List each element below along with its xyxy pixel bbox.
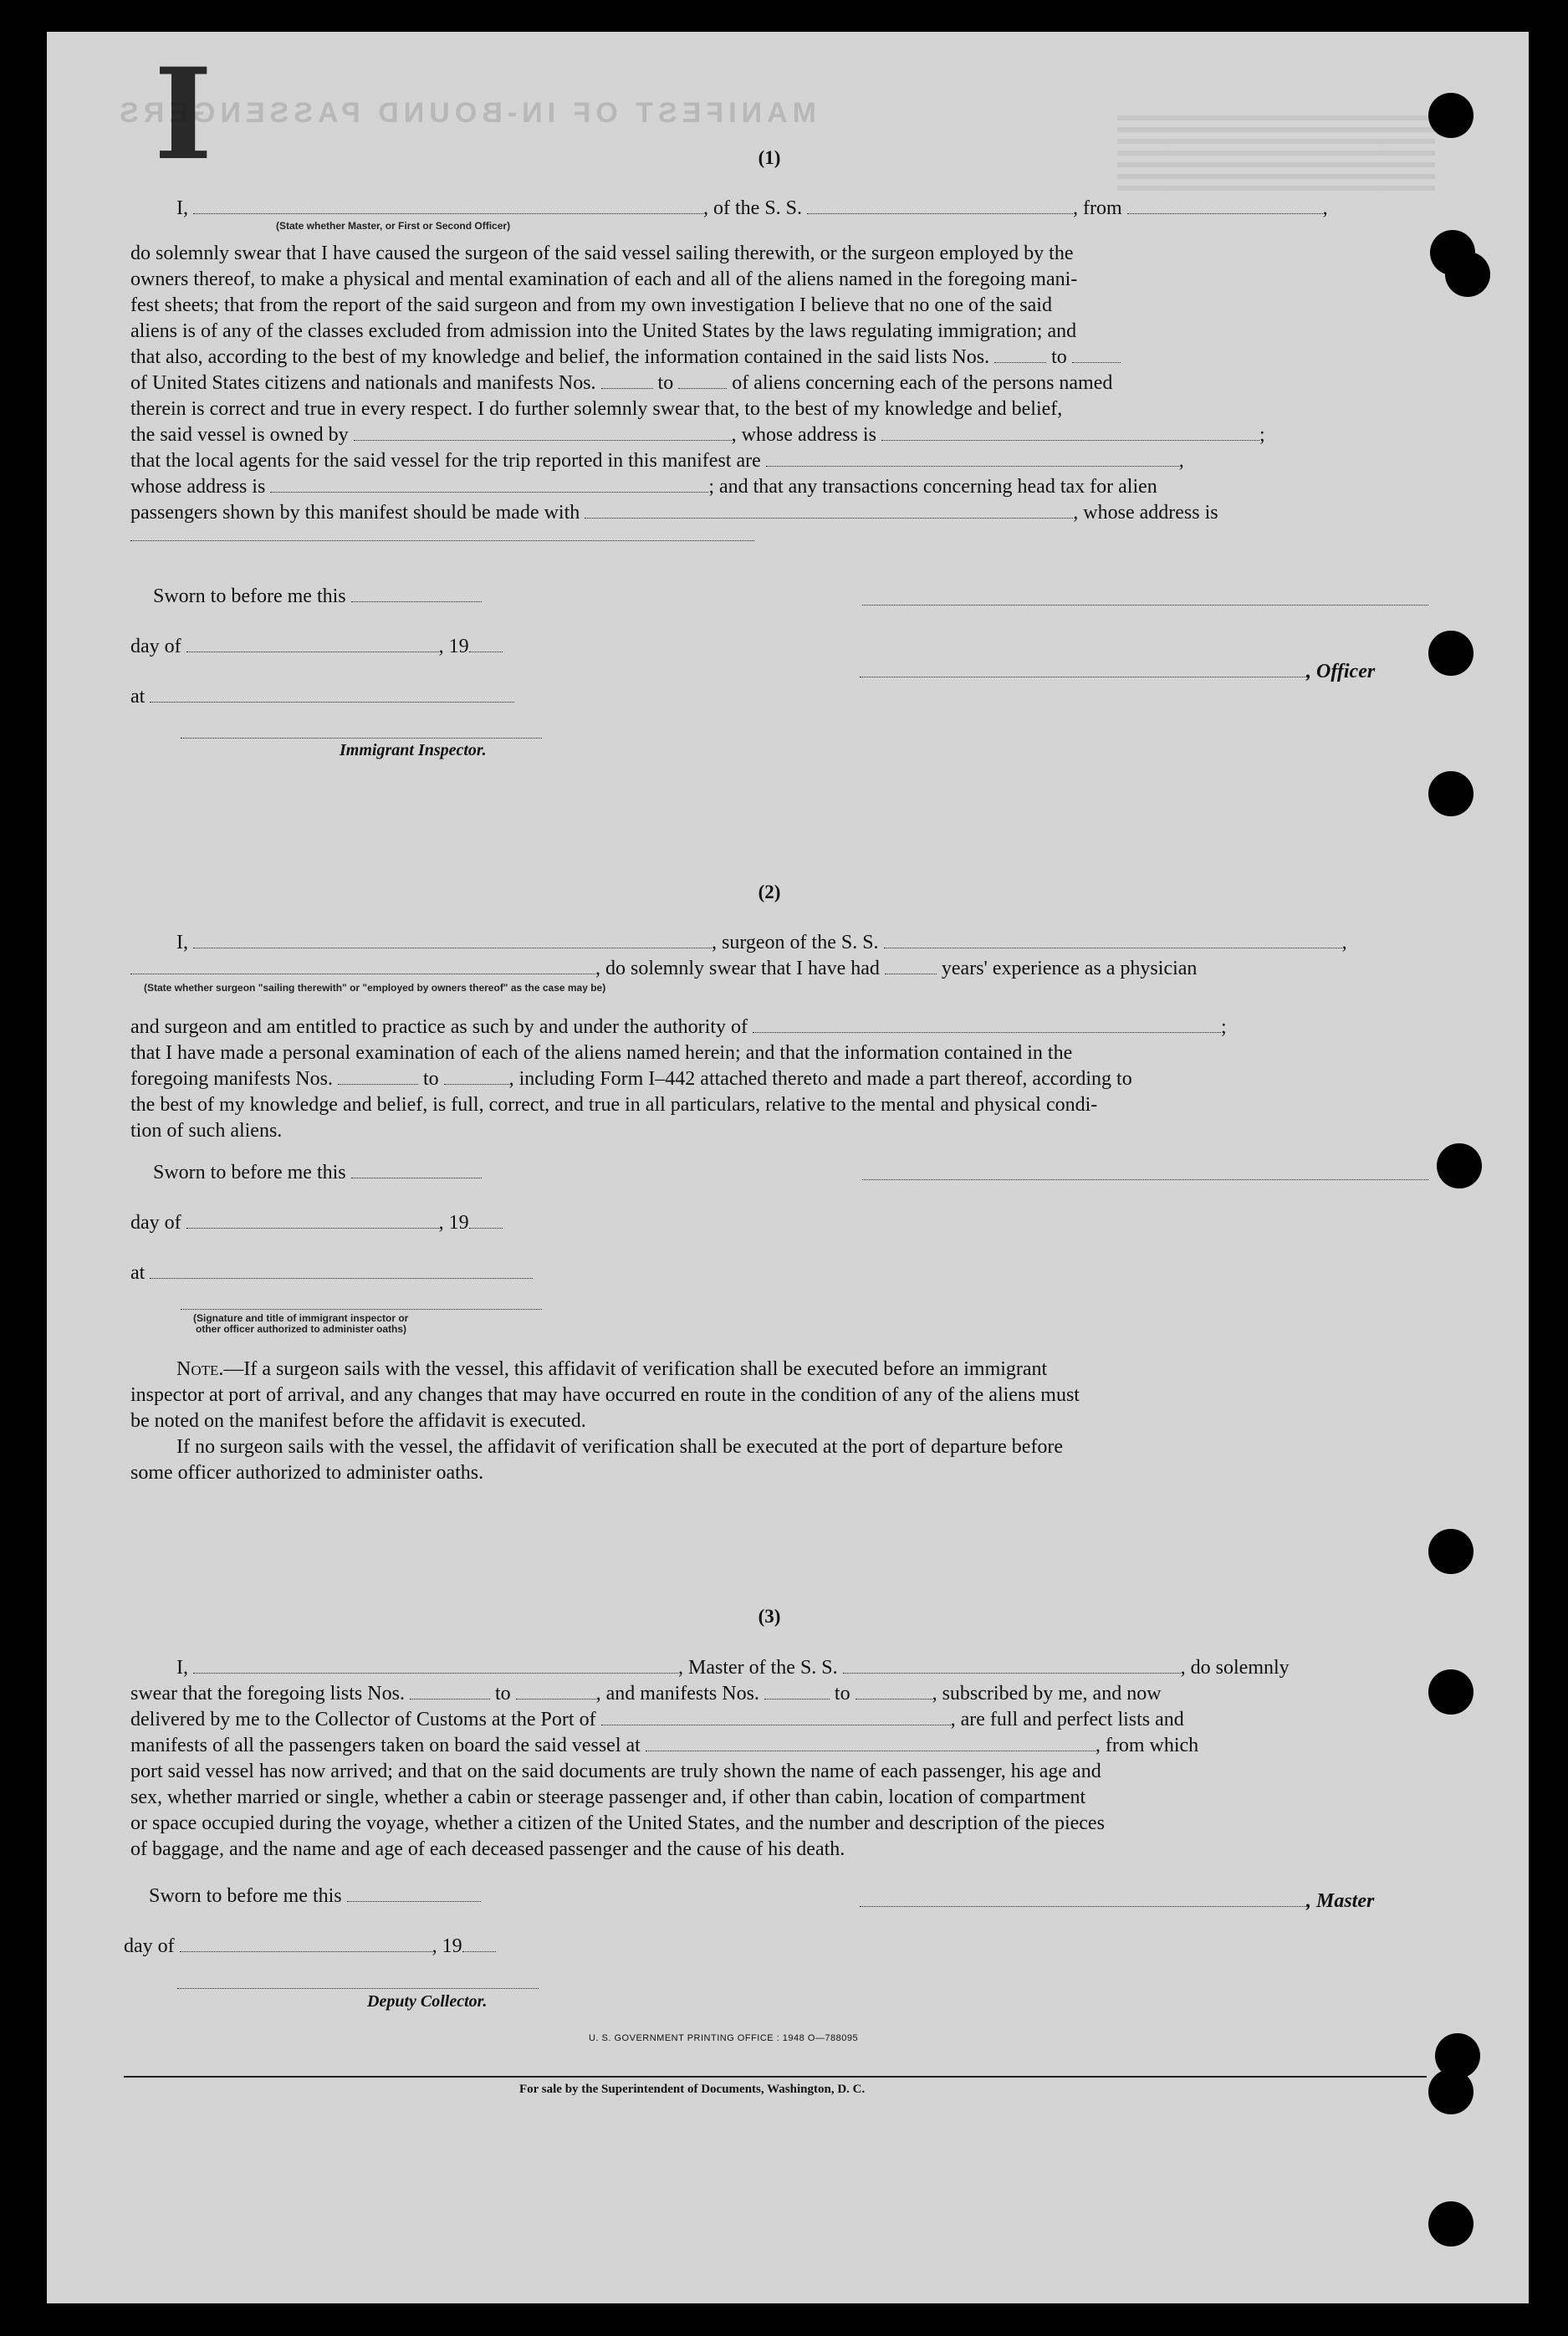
s2-text-1: and surgeon and am entitled to practice as such by and under the authority of ; xyxy=(130,1016,1227,1038)
punch-hole xyxy=(1428,2201,1474,2247)
note-line-2: inspector at port of arrival, and any changes that may have occurred en route in the condition of any of the aliens must xyxy=(130,1384,1080,1406)
form-page xyxy=(47,32,1529,2303)
s2-line-1: I, , surgeon of the S. S. , xyxy=(176,932,1347,953)
s3-line-1: I, , Master of the S. S. , do solemnly xyxy=(176,1657,1290,1679)
s1-text-6: of United States citizens and nationals and manifests Nos. to of aliens concerning each of the persons named xyxy=(130,372,1113,394)
s2-day-of: day of , 19 xyxy=(130,1210,503,1235)
s3-text-8: of baggage, and the name and age of each deceased passenger and the cause of his death. xyxy=(130,1838,845,1860)
immigrant-inspector-label: Immigrant Inspector. xyxy=(340,741,487,759)
s3-master-signature: , Master xyxy=(860,1889,1374,1914)
officer-signature-line-1[interactable] xyxy=(862,605,1428,606)
s1-officer-signature: , Officer xyxy=(860,659,1375,684)
s1-sworn: Sworn to before me this xyxy=(153,584,482,609)
s1-text-4: aliens is of any of the classes excluded from admission into the United States by the laws regulating immigration; and xyxy=(130,320,1077,342)
printer-imprint: U. S. GOVERNMENT PRINTING OFFICE : 1948 O—788095 xyxy=(589,2033,859,2043)
s2-month-field[interactable] xyxy=(186,1211,439,1229)
port-field[interactable] xyxy=(601,1708,951,1725)
lists-from-field[interactable] xyxy=(994,345,1046,363)
authority-field[interactable] xyxy=(753,1015,1221,1033)
s1-year-field[interactable] xyxy=(469,635,503,652)
punch-hole xyxy=(1428,2069,1474,2114)
s1-text-9: that the local agents for the said vessel for the trip reported in this manifest are , xyxy=(130,450,1184,472)
agents-address-field[interactable] xyxy=(270,475,708,493)
s3-text-7: or space occupied during the voyage, whether a citizen of the United States, and the number and description of the pieces xyxy=(130,1812,1105,1834)
s2-sworn: Sworn to before me this xyxy=(153,1160,482,1185)
s3-month-field[interactable] xyxy=(180,1935,432,1952)
master-signature-line[interactable] xyxy=(860,1889,1306,1907)
section-1-number: (1) xyxy=(758,147,781,168)
s1-text-1: do solemnly swear that I have caused the surgeon of the said vessel sailing therewith, or the surgeon employed by the xyxy=(130,243,1074,264)
owner-field[interactable] xyxy=(354,423,732,441)
punch-hole xyxy=(1428,631,1474,676)
owner-address-field[interactable] xyxy=(881,423,1259,441)
s2-text-4: the best of my knowledge and belief, is full, correct, and true in all particulars, relative to the mental and physical condi- xyxy=(130,1094,1098,1116)
s2-text-5: tion of such aliens. xyxy=(130,1120,283,1142)
note-line-4: If no surgeon sails with the vessel, the affidavit of verification shall be executed at the port of departure before xyxy=(176,1436,1064,1458)
s2-text-2: that I have made a personal examination of each of the aliens named herein; and that the information contained in the xyxy=(130,1042,1073,1064)
s1-text-8: the said vessel is owned by , whose address is ; xyxy=(130,424,1265,446)
s3-sworn-day-field[interactable] xyxy=(347,1884,481,1902)
s2-place-field[interactable] xyxy=(150,1261,533,1279)
vessel-name-field[interactable] xyxy=(807,197,1073,214)
note-line-5: some officer authorized to administer oaths. xyxy=(130,1462,484,1484)
s2-sworn-day-field[interactable] xyxy=(351,1161,482,1178)
s1-text-2: owners thereof, to make a physical and mental examination of each and all of the aliens named in the foregoing mani- xyxy=(130,268,1078,290)
large-handwritten-mark: I xyxy=(154,41,205,188)
officer-name-field[interactable] xyxy=(193,197,703,214)
s3-line-2: swear that the foregoing lists Nos. to , and manifests Nos. to , subscribed by me, and now xyxy=(130,1683,1162,1705)
punch-hole xyxy=(1428,771,1474,816)
punch-hole xyxy=(1428,93,1474,138)
section-2-number: (2) xyxy=(758,882,781,902)
section-3-number: (3) xyxy=(758,1606,781,1627)
s3-lists-to-field[interactable] xyxy=(516,1682,596,1700)
inspector-signature-line[interactable] xyxy=(181,738,542,739)
signature-hint-2: other officer authorized to administer oaths) xyxy=(196,1323,407,1335)
lists-to-field[interactable] xyxy=(1072,345,1121,363)
head-tax-address-field[interactable] xyxy=(130,540,754,541)
s1-line-1: I, , of the S. S. , from , xyxy=(176,197,1328,219)
head-tax-contact-field[interactable] xyxy=(585,501,1073,519)
surgeon-name-field[interactable] xyxy=(193,931,712,948)
officer-signature-line-2[interactable] xyxy=(860,660,1306,677)
s2-year-field[interactable] xyxy=(469,1211,503,1229)
s2-text-3: foregoing manifests Nos. to , including Form I–442 attached thereto and made a part thereof, according to xyxy=(130,1068,1132,1090)
s2-at: at xyxy=(130,1260,533,1286)
s2-authority-signature-line[interactable] xyxy=(181,1309,542,1310)
from-port-field[interactable] xyxy=(1127,197,1323,214)
s1-month-field[interactable] xyxy=(186,635,439,652)
s3-year-field[interactable] xyxy=(462,1935,496,1952)
s3-manifests-to-field[interactable] xyxy=(856,1682,932,1700)
punch-hole xyxy=(1437,1143,1482,1188)
sale-notice: For sale by the Superintendent of Documents, Washington, D. C. xyxy=(519,2083,866,2096)
note-line-3: be noted on the manifest before the affidavit is executed. xyxy=(130,1410,586,1432)
punch-hole xyxy=(1428,1669,1474,1715)
s2-line-2: , do solemnly swear that I have had years' experience as a physician xyxy=(130,956,1197,981)
s1-text-3: fest sheets; that from the report of the said surgeon and from my own investigation I believe that no one of the said xyxy=(130,294,1052,316)
s3-sworn: Sworn to before me this xyxy=(149,1884,481,1909)
s1-text-5: that also, according to the best of my knowledge and belief, the information contained in the said lists Nos. to xyxy=(130,345,1121,370)
signature-hint-1: (Signature and title of immigrant inspector or xyxy=(193,1312,409,1324)
local-agents-field[interactable] xyxy=(766,449,1179,467)
s3-lists-from-field[interactable] xyxy=(410,1682,490,1700)
deputy-collector-label: Deputy Collector. xyxy=(367,1992,488,2011)
s3-line-4: manifests of all the passengers taken on board the said vessel at , from which xyxy=(130,1735,1199,1756)
s2-vessel-name-field[interactable] xyxy=(884,931,1342,948)
officer-rank-hint: (State whether Master, or First or Second Officer) xyxy=(276,220,511,232)
surgeon-status-field[interactable] xyxy=(130,957,595,974)
surgeon-signature-line[interactable] xyxy=(862,1179,1428,1180)
years-experience-field[interactable] xyxy=(885,957,937,974)
s3-text-5: port said vessel has now arrived; and that on the said documents are truly shown the name of each passenger, his age and xyxy=(130,1761,1101,1782)
note-line-1: Note.—If a surgeon sails with the vessel, this affidavit of verification shall be executed before an immigrant xyxy=(176,1358,1048,1380)
s1-text-10: whose address is ; and that any transactions concerning head tax for alien xyxy=(130,476,1157,498)
s1-day-of: day of , 19 xyxy=(130,634,503,659)
s3-vessel-name-field[interactable] xyxy=(843,1656,1181,1674)
footer-rule xyxy=(124,2076,1427,2078)
s3-text-6: sex, whether married or single, whether a cabin or steerage passenger and, if other than cabin, location of compartment xyxy=(130,1787,1086,1808)
s2-manifests-to-field[interactable] xyxy=(444,1067,509,1085)
master-name-field[interactable] xyxy=(193,1656,678,1674)
s1-sworn-day-field[interactable] xyxy=(351,585,482,602)
manifests-from-field[interactable] xyxy=(601,371,653,389)
manifests-to-field[interactable] xyxy=(678,371,727,389)
s2-manifests-from-field[interactable] xyxy=(338,1067,418,1085)
s3-line-3: delivered by me to the Collector of Customs at the Port of , are full and perfect lists and xyxy=(130,1709,1184,1730)
bleed-through-block xyxy=(1117,115,1435,191)
punch-hole xyxy=(1428,1529,1474,1574)
s1-place-field[interactable] xyxy=(150,685,514,703)
s3-day-of: day of , 19 xyxy=(124,1934,496,1959)
bleed-through-text: MANIFEST OF IN-BOUND PASSENGERS xyxy=(115,97,816,129)
s1-text-7: therein is correct and true in every respect. I do further solemnly swear that, to the best of my knowledge and belief, xyxy=(130,398,1063,420)
s1-at: at xyxy=(130,684,514,709)
surgeon-status-hint: (State whether surgeon "sailing therewith" or "employed by owners thereof" as the case may be) xyxy=(144,982,606,994)
punch-hole xyxy=(1445,252,1490,297)
s3-manifests-from-field[interactable] xyxy=(764,1682,830,1700)
boarding-port-field[interactable] xyxy=(646,1734,1096,1751)
deputy-signature-line[interactable] xyxy=(177,1988,539,1989)
s1-text-11: passengers shown by this manifest should be made with , whose address is xyxy=(130,502,1218,524)
